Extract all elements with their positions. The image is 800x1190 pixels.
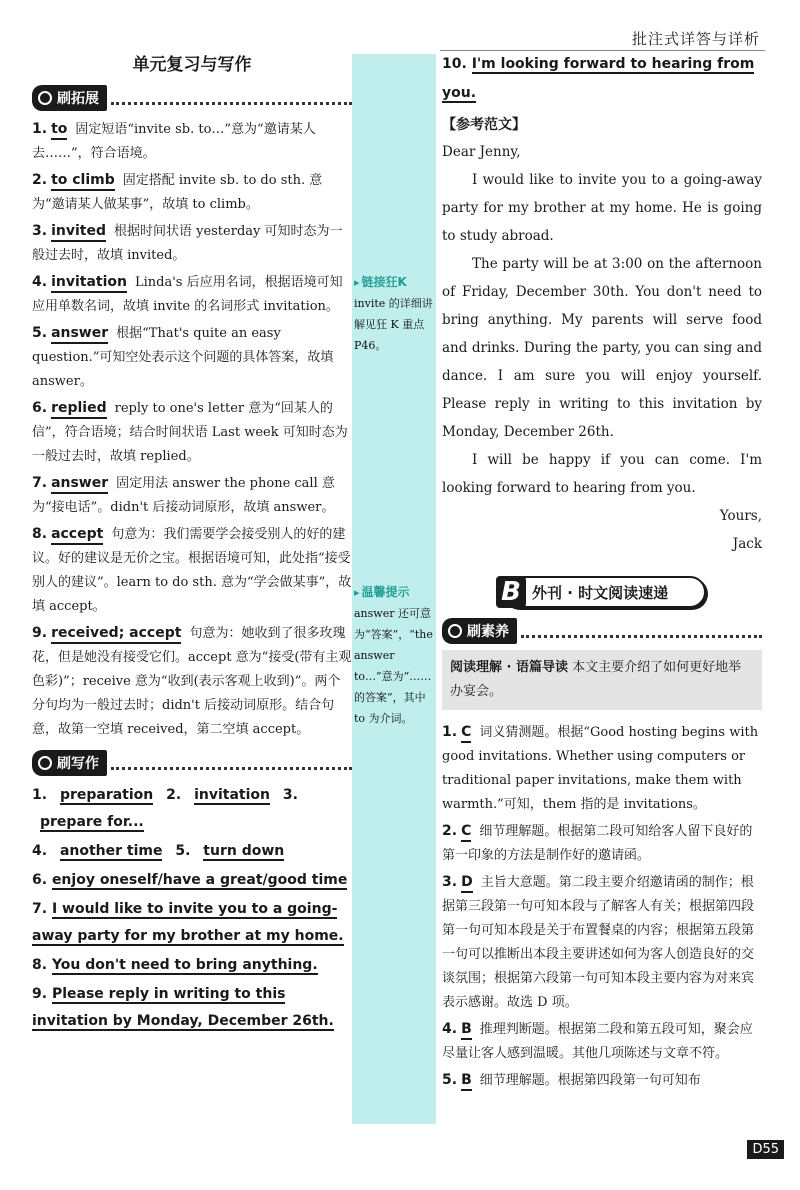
item-text: reply to one's letter 意为“回某人的信”，符合语境；结合时间状语 Last week 可知时态为一般过去时，故填 replied。 xyxy=(32,401,348,464)
item-answer: D xyxy=(461,874,473,893)
list-item xyxy=(442,870,762,1015)
item-text: 句意为：我们需要学会接受别人的好的建议。好的建议是无价之宝。根据语境可知，此处指“接受别人的建议”。learn to do sth. 意为“学会做某事”，故填 accept。 xyxy=(32,527,352,614)
list-item xyxy=(442,1068,762,1093)
item-answer: You don't need to bring anything. xyxy=(51,957,318,973)
reference-label: 【参考范文】 xyxy=(442,117,526,133)
list-item xyxy=(32,321,352,394)
item-answer: Please reply in writing to this invitation by Monday, December 26th. xyxy=(32,986,334,1029)
section-badge xyxy=(442,618,517,644)
writing-list xyxy=(32,782,352,1035)
reference-letter xyxy=(442,138,762,558)
guide-text: 本文主要介绍了如何更好地举办宴会。 xyxy=(450,660,742,699)
pen-icon xyxy=(38,91,52,105)
item-text: 句意为：她收到了很多玫瑰花，但是她没有接受它们。accept 意为“接受(带有主观色彩)”；receive 意为“收到(表示客观上收到)”。两个分句均为一般过去时；didn't 后接动词原形。结合句意，故第一空填 received，第二空填 accept。 xyxy=(32,626,352,737)
item-answer: replied xyxy=(51,400,107,419)
item-answer: C xyxy=(461,823,471,842)
list-item xyxy=(32,396,352,469)
section-badge xyxy=(32,750,107,776)
item-number: 3. xyxy=(282,787,298,803)
item-number: 5. xyxy=(32,325,48,341)
list-item xyxy=(442,1017,762,1066)
annotation-column xyxy=(352,54,436,1124)
item-answer: invited xyxy=(51,223,106,242)
b-letter-badge: B xyxy=(496,576,526,608)
section-quality-header xyxy=(442,618,762,644)
side-note-text: invite 的详细讲解见狂 K 重点 P46。 xyxy=(354,297,433,352)
item-answer: C xyxy=(461,724,471,743)
item-answer: another time xyxy=(59,843,163,859)
item-number: 8. xyxy=(32,957,48,973)
item-answer: I'm looking forward to hearing from you. xyxy=(442,56,755,101)
list-item xyxy=(32,896,352,950)
item-number: 9. xyxy=(32,986,48,1002)
item-number: 7. xyxy=(32,901,48,917)
list-item xyxy=(442,819,762,868)
page-number: D55 xyxy=(747,1140,784,1159)
letter-paragraph: The party will be at 3:00 on the afternoon of Friday, December 30th. You don't need to bring anything. My parents will serve food and drinks. During the party, you can sing and dance. I am sure you will enjoy yourself. Please reply in writing to this invitation by Monday, December 26th. xyxy=(442,256,762,440)
dotted-divider xyxy=(111,757,352,770)
item-text: 根据“That's quite an easy question.”可知空处表示这个问题的具体答案，故填 answer。 xyxy=(32,326,334,389)
item-number: 4. xyxy=(32,843,48,859)
page-title: 单元复习与写作 xyxy=(132,55,252,75)
list-item xyxy=(442,50,762,108)
left-column xyxy=(32,44,352,1037)
list-item xyxy=(32,270,352,319)
item-text: Linda's 后应用名词，根据语境可知应用单数名词，故填 invite 的名词形式 invitation。 xyxy=(32,275,343,314)
item-number: 6. xyxy=(32,400,48,416)
list-item xyxy=(32,782,352,836)
extend-list xyxy=(32,117,352,742)
item-number: 7. xyxy=(32,475,48,491)
item-text: 细节理解题。根据第二段可知给客人留下良好的第一印象的方法是制作好的邀请函。 xyxy=(442,824,753,863)
item-text: 词义猜测题。根据“Good hosting begins with good invitations. Whether using computers or traditional paper invitations, make them with warmth.”可知，them 指的是 invitations。 xyxy=(442,725,759,812)
item-text: 固定搭配 invite sb. to do sth. 意为“邀请某人做某事”，故填 to climb。 xyxy=(32,173,323,212)
section-extend-header xyxy=(32,85,352,111)
list-item xyxy=(32,621,352,742)
list-item xyxy=(32,219,352,268)
section-writing-header xyxy=(32,750,352,776)
item-answer: preparation xyxy=(59,787,154,803)
item-text: 细节理解题。根据第四段第一句可知布 xyxy=(479,1073,701,1088)
section-label: 刷素养 xyxy=(467,624,509,640)
list-item xyxy=(32,981,352,1035)
letter-closing: Yours, xyxy=(719,508,762,524)
pen-icon xyxy=(448,624,462,638)
item-number: 6. xyxy=(32,872,48,888)
item-answer: I would like to invite you to a going-away party for my brother at my home. xyxy=(32,901,344,944)
writing-item-10 xyxy=(442,50,762,108)
item-number: 4. xyxy=(32,274,48,290)
item-number: 5. xyxy=(175,843,191,859)
section-label: 刷拓展 xyxy=(57,91,99,107)
guide-label: 阅读理解 · 语篇导读 xyxy=(450,660,568,675)
item-number: 2. xyxy=(32,172,48,188)
section-b-banner xyxy=(502,576,706,608)
list-item xyxy=(32,471,352,520)
item-text: 主旨大意题。第二段主要介绍邀请函的制作；根据第三段第一句可知本段与了解客人有关；根据第四段第一句可知本段是关于布置餐桌的内容；根据第五段第一句可以推断出本段主要讲述如何为客人创造良好的交谈氛围；根据第六段第一句可知本段主要内容为对来宾表示感谢。故选 D 项。 xyxy=(442,875,755,1010)
side-note-title: 温馨提示 xyxy=(361,585,410,599)
item-answer: to climb xyxy=(51,172,115,191)
item-number: 2. xyxy=(442,823,458,839)
item-answer: turn down xyxy=(203,843,285,859)
item-answer: enjoy oneself/have a great/good time xyxy=(51,872,348,888)
item-number: 8. xyxy=(32,526,48,542)
pen-icon xyxy=(38,756,52,770)
letter-paragraph: I would like to invite you to a going-away party for my brother at my home. He is going to study abroad. xyxy=(442,172,762,244)
side-note-tip: ▸ 温馨提示 answer 还可意为“答案”，“the answer to…”意为“……的答案”，其中 to 为介词。 xyxy=(354,582,436,729)
dotted-divider xyxy=(521,625,762,638)
dotted-divider xyxy=(111,92,352,105)
item-answer: accept xyxy=(51,526,103,545)
item-number: 1. xyxy=(32,121,48,137)
item-answer: B xyxy=(461,1021,472,1040)
right-column xyxy=(442,50,762,1095)
letter-greeting: Dear Jenny, xyxy=(442,144,521,160)
item-answer: invitation xyxy=(51,274,127,293)
b-banner-label: 外刊 · 时文阅读速递 xyxy=(532,583,669,602)
list-item xyxy=(32,522,352,619)
section-badge xyxy=(32,85,107,111)
item-number: 4. xyxy=(442,1021,458,1037)
list-item xyxy=(32,168,352,217)
section-label: 刷写作 xyxy=(57,756,99,772)
item-answer: to xyxy=(51,121,67,140)
item-answer: prepare for... xyxy=(40,814,144,830)
item-number: 2. xyxy=(166,787,182,803)
item-number: 10. xyxy=(442,56,467,72)
item-number: 5. xyxy=(442,1072,458,1088)
item-text: 推理判断题。根据第二段和第五段可知，聚会应尽量让客人感到温暖。其他几项陈述与文章不符。 xyxy=(442,1022,753,1061)
side-note-title: 链接狂K xyxy=(361,275,407,289)
item-text: 固定用法 answer the phone call 意为“接电话”。didn't 后接动词原形，故填 answer。 xyxy=(32,476,335,515)
header-title: 批注式详答与详析 xyxy=(631,30,760,48)
item-number: 1. xyxy=(442,724,458,740)
item-answer: answer xyxy=(51,325,108,344)
letter-signature: Jack xyxy=(732,536,762,552)
reading-list xyxy=(442,720,762,1093)
list-item xyxy=(32,838,352,865)
list-item xyxy=(32,117,352,166)
item-answer: invitation xyxy=(194,787,270,803)
item-number: 3. xyxy=(32,223,48,239)
item-answer: B xyxy=(461,1072,472,1091)
side-note-text: answer 还可意为“答案”，“the answer to…”意为“……的答案”，其中 to 为介词。 xyxy=(354,607,433,725)
item-text: 固定短语“invite sb. to…”意为“邀请某人去……”，符合语境。 xyxy=(32,122,316,161)
side-note-link: ▸ 链接狂K invite 的详细讲解见狂 K 重点 P46。 xyxy=(354,272,436,356)
list-item xyxy=(32,867,352,894)
reading-guide xyxy=(442,650,762,710)
item-number: 9. xyxy=(32,625,48,641)
letter-paragraph: I will be happy if you can come. I'm looking forward to hearing from you. xyxy=(442,452,762,496)
item-text: 根据时间状语 yesterday 可知时态为一般过去时，故填 invited。 xyxy=(32,224,343,263)
item-number: 3. xyxy=(442,874,458,890)
item-answer: answer xyxy=(51,475,108,494)
item-answer: received; accept xyxy=(51,625,181,644)
list-item xyxy=(442,720,762,817)
list-item xyxy=(32,952,352,979)
item-number: 1. xyxy=(32,787,48,803)
